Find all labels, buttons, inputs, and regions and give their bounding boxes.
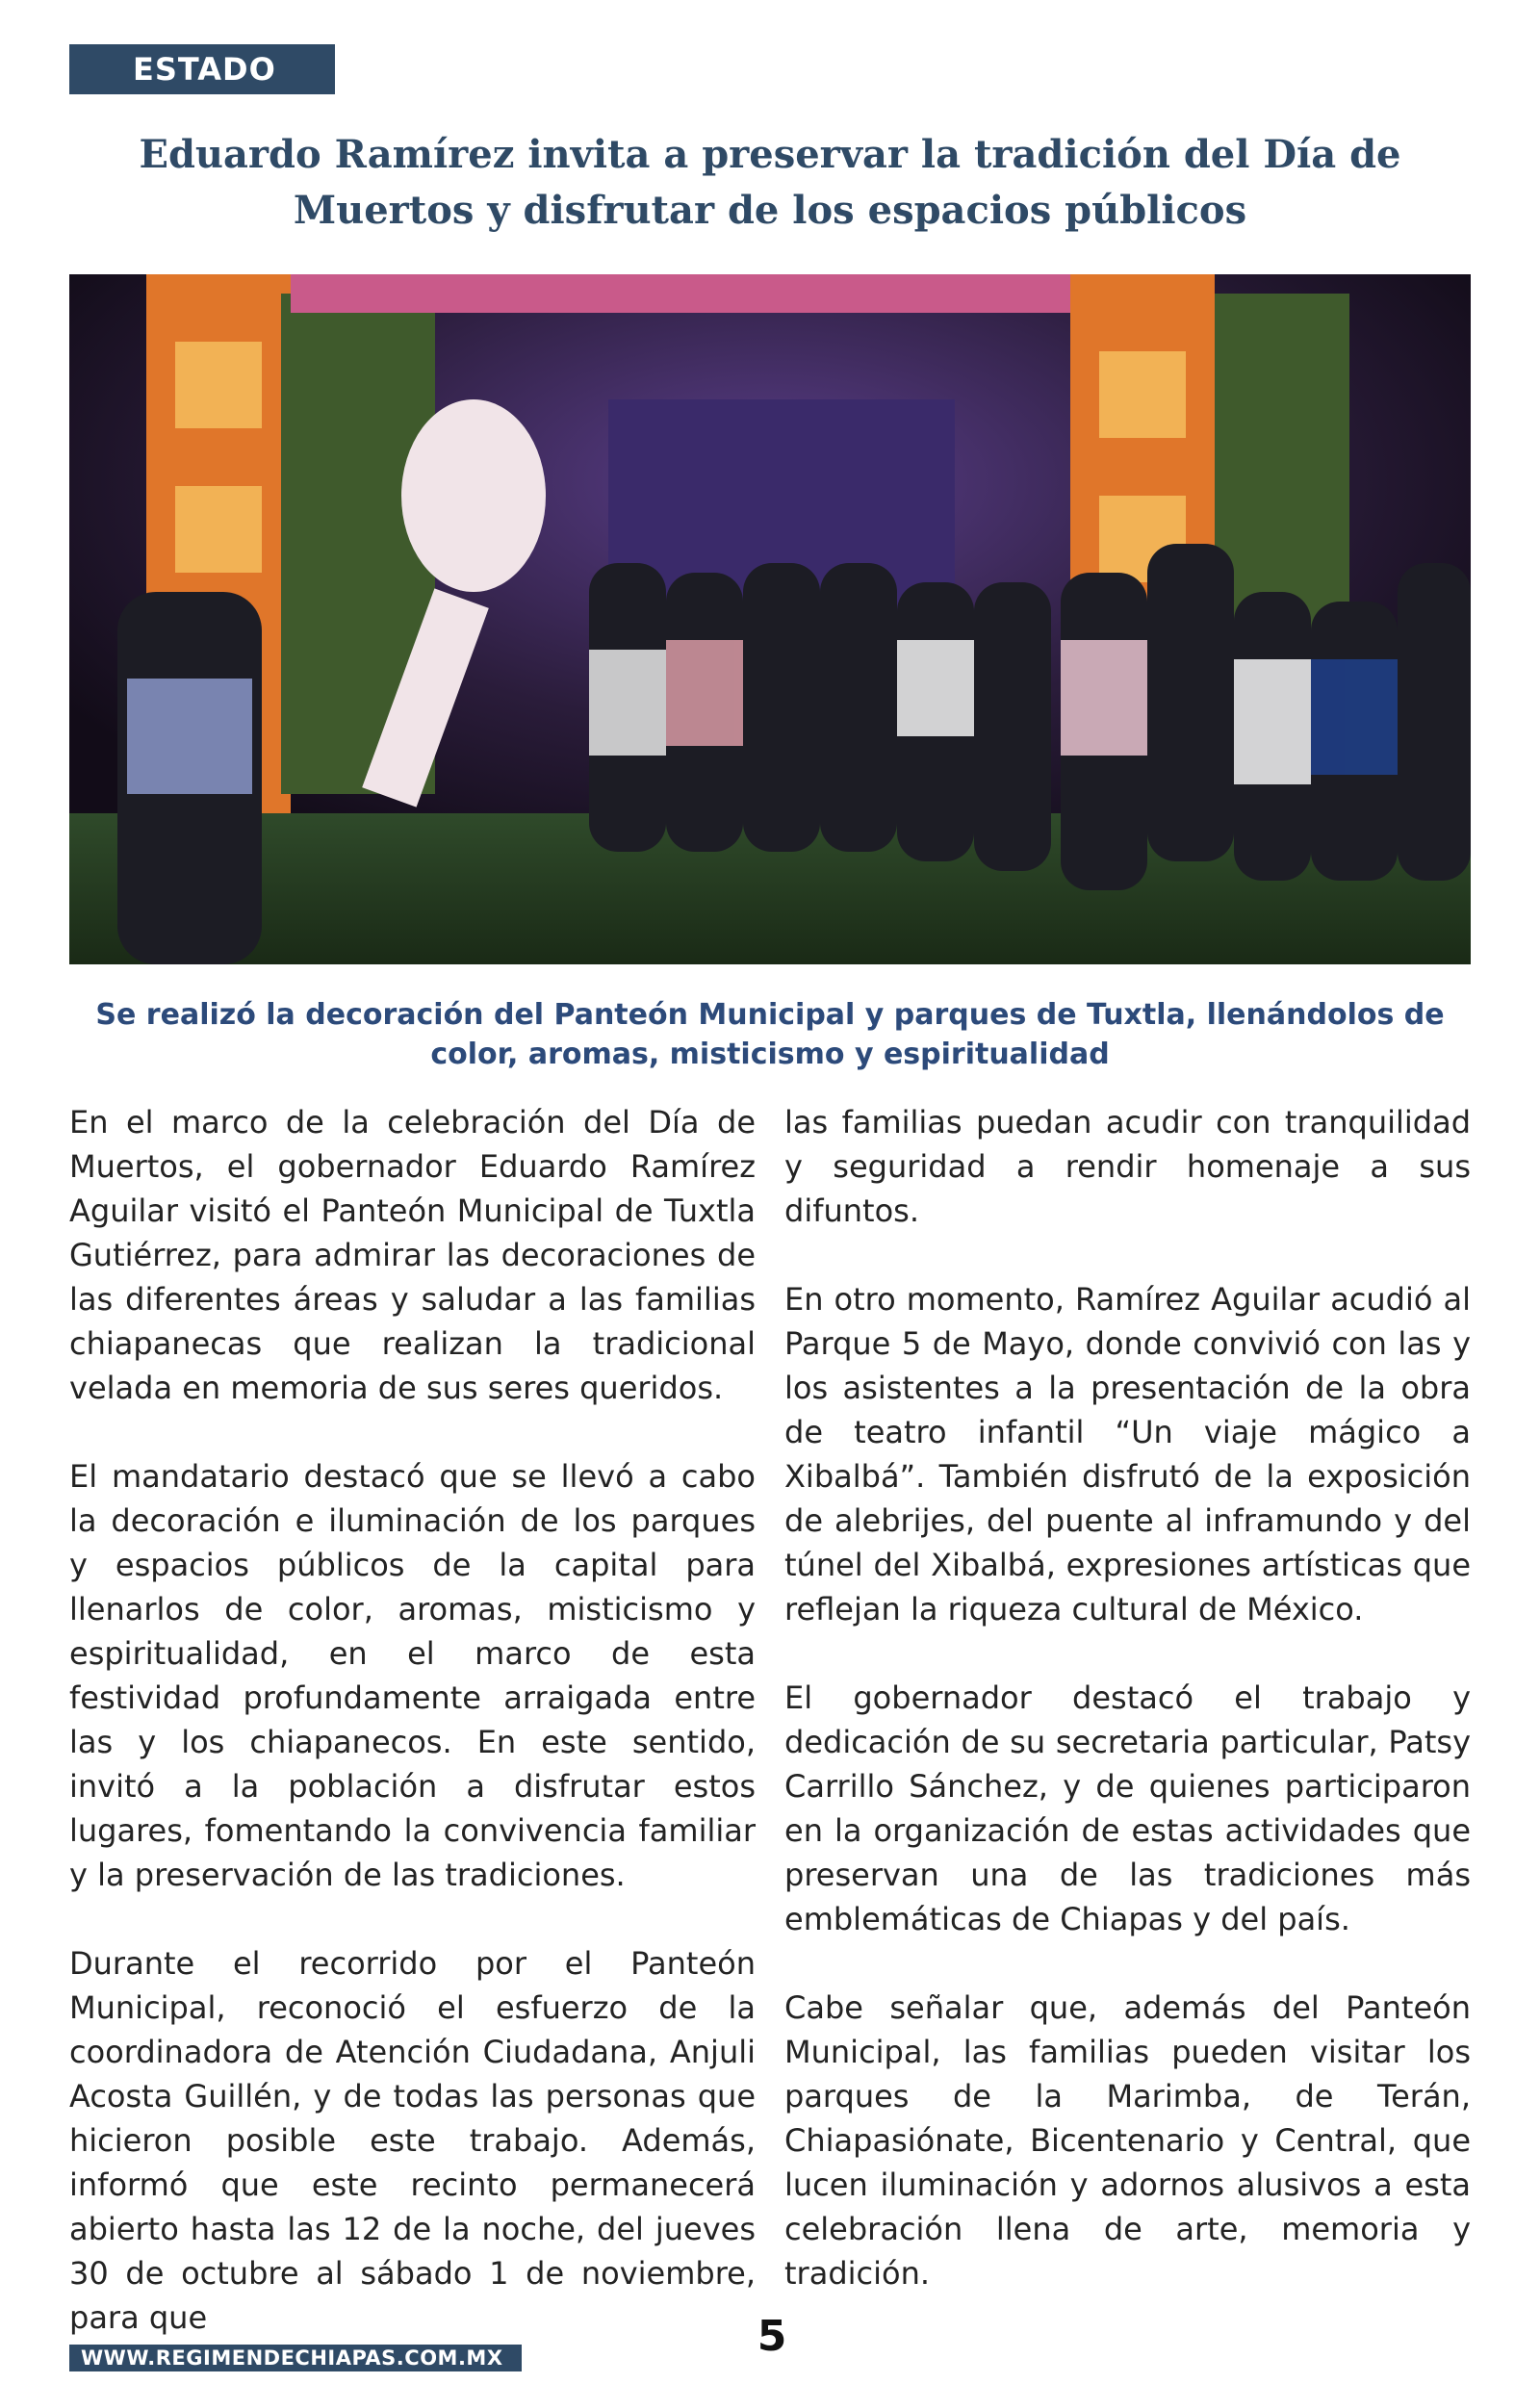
article-paragraph: En el marco de la celebración del Día de Muertos, el gobernador Eduardo Ramírez Aguilar visitó el Panteón Municipal de Tuxtla Gutiérrez, para admirar las decoraciones de las diferentes áreas y saludar a las familias chiapanecas que realizan la tradicional velada en memoria de sus seres queridos. — [69, 1104, 756, 1406]
article-photo — [69, 274, 1471, 964]
arch-left-pattern-2 — [175, 486, 262, 573]
article-paragraph: las familias puedan acudir con tranquilidad y seguridad a rendir homenaje a sus difuntos. — [784, 1104, 1471, 1229]
article-headline: Eduardo Ramírez invita a preservar la tradición del Día de Muertos y disfrutar de los espacios públicos — [139, 132, 1401, 233]
photo-caption: Se realizó la decoración del Panteón Municipal y parques de Tuxtla, llenándolos de color, aromas, misticismo y espiritualidad — [95, 998, 1445, 1071]
arch-left-pattern — [175, 342, 262, 428]
page-number: 5 — [757, 2312, 787, 2361]
article-column-right — [784, 1100, 1471, 2340]
skeleton-hand — [401, 399, 546, 592]
arch-right-pattern — [1099, 351, 1186, 438]
article-paragraph: Durante el recorrido por el Panteón Municipal, reconoció el esfuerzo de la coordinadora de Atención Ciudadana, Anjuli Acosta Guillén, y de todas las personas que hicieron posible este trabajo. Además, informó que este recinto permanecerá abierto hasta las 12 de la noche, del jueves 30 de octubre al sábado 1 de noviembre, para que — [69, 1945, 756, 2336]
article-paragraph: El gobernador destacó el trabajo y dedicación de su secretaria particular, Patsy Carrillo Sánchez, y de quienes participaron en la organización de estas actividades que preservan una de las tradiciones más emblemáticas de Chiapas y del país. — [784, 1679, 1471, 1937]
article-paragraph: En otro momento, Ramírez Aguilar acudió al Parque 5 de Mayo, donde convivió con las y los asistentes a la presentación de la obra de teatro infantil “Un viaje mágico a Xibalbá”. También disfrutó de la exposición de alebrijes, del puente al inframundo y del túnel del Xibalbá, expresiones artísticas que reflejan la riqueza cultural de México. — [784, 1281, 1471, 1628]
article-paragraph: El mandatario destacó que se llevó a cabo la decoración e iluminación de los parques y espacios públicos de la capital para llenarlos de color, aromas, misticismo y espiritualidad, en el marco de esta festividad profundamente arraigada entre las y los chiapanecos. En este sentido, invitó a la población a disfrutar estos lugares, fomentando la convivencia familiar y la preservación de las tradiciones. — [69, 1458, 756, 1893]
arch-top — [291, 274, 1070, 313]
article-column-left — [69, 1100, 756, 2384]
article-paragraph: Cabe señalar que, además del Panteón Municipal, las familias pueden visitar los parques de la Marimba, de Terán, Chiapasiónate, Bicentenario y Central, que lucen iluminación y adornos alusivos a esta celebración llena de arte, memoria y tradición. — [784, 1989, 1471, 2292]
section-tag: ESTADO — [69, 44, 335, 94]
footer-url[interactable]: WWW.REGIMENDECHIAPAS.COM.MX — [69, 2345, 522, 2371]
